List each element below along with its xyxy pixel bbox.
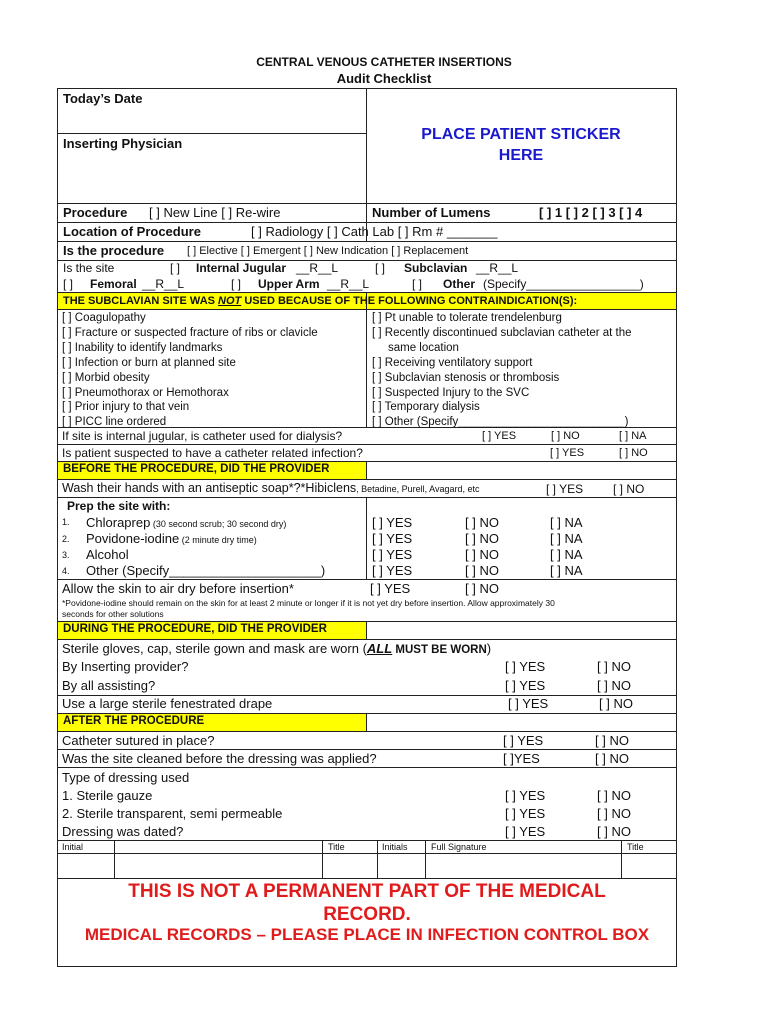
rule-prep	[57, 579, 677, 580]
rule-after	[57, 731, 677, 732]
contra-item[interactable]: [ ] Recently discontinued subclavian catheter at the	[372, 326, 632, 339]
prep-no[interactable]: [ ] NO	[465, 547, 499, 562]
prep-no[interactable]: [ ] NO	[465, 515, 499, 530]
during-question: Use a large sterile fenestrated drape	[62, 696, 273, 711]
rule-wash	[57, 497, 677, 498]
during-no[interactable]: [ ] NO	[599, 696, 633, 711]
cleaned-no[interactable]: [ ] NO	[595, 751, 629, 766]
sterile-attire-question: Sterile gloves, cap, sterile gown and mask are worn (ALL MUST BE WORN)	[62, 641, 492, 656]
prep-number: 1.	[62, 517, 70, 527]
rule-infection	[57, 461, 677, 462]
infection-yes[interactable]: [ ] YES	[550, 447, 585, 459]
upper-arm-label: Upper Arm	[258, 277, 320, 291]
wash-question: Wash their hands with an antiseptic soap*?*Hibiclens, Betadine, Purell, Avagard, etc	[62, 481, 480, 495]
subclavian-side: __R__L	[476, 261, 519, 275]
during-question: By Inserting provider?	[62, 659, 189, 674]
prep-no[interactable]: [ ] NO	[465, 531, 499, 546]
procedure-label: Procedure	[63, 205, 128, 220]
title-header: Title	[627, 842, 644, 852]
prep-number: 4.	[62, 566, 70, 576]
title-field[interactable]	[622, 854, 676, 878]
infection-control-notice: MEDICAL RECORDS – PLEASE PLACE IN INFECTION CONTROL BOX	[84, 925, 650, 944]
initials-header: Initials	[382, 842, 408, 852]
divider-prep	[366, 497, 367, 579]
transparent-yes[interactable]: [ ] YES	[505, 806, 546, 821]
divider-top	[366, 88, 367, 241]
subclavian-label: Subclavian	[404, 261, 468, 275]
rule-subclavian	[57, 309, 677, 310]
ij-side: __R__L	[296, 261, 339, 275]
air-dry-no[interactable]: [ ] NO	[465, 581, 499, 596]
divider-after	[366, 713, 367, 731]
border-left	[57, 88, 58, 967]
contraindications-left	[62, 311, 318, 430]
prep-yes[interactable]: [ ] YES	[372, 515, 413, 530]
prep-na[interactable]: [ ] NA	[550, 515, 583, 530]
subclavian-header: THE SUBCLAVIAN SITE WAS NOT USED BECAUSE OF THE FOLLOWING CONTRAINDICATION(S):	[63, 295, 578, 307]
other-site-checkbox[interactable]: [ ]	[412, 277, 423, 291]
prep-no[interactable]: [ ] NO	[465, 563, 499, 578]
upper-arm-checkbox[interactable]: [ ]	[231, 277, 242, 291]
contra-item[interactable]: [ ] Receiving ventilatory support	[372, 356, 533, 369]
dialysis-yes[interactable]: [ ] YES	[482, 430, 517, 442]
rule-sticker	[57, 203, 677, 204]
todays-date-label: Today’s Date	[63, 91, 143, 106]
during-question: By all assisting?	[62, 678, 156, 693]
contra-item-continued: same location	[372, 341, 459, 354]
footnote-line-1: *Povidone-iodine should remain on the skin for at least 2 minute or longer if it is not yet dry before insertion. Allow approximately 30	[62, 598, 555, 608]
title-header: Title	[328, 842, 345, 852]
initial-field[interactable]	[58, 854, 114, 878]
during-header: DURING THE PROCEDURE, DID THE PROVIDER	[63, 623, 327, 635]
wash-yes[interactable]: [ ] YES	[546, 482, 584, 496]
infection-question: Is patient suspected to have a catheter related infection?	[62, 446, 363, 460]
prep-label: Prep the site with:	[67, 499, 171, 513]
inserting-physician-label: Inserting Physician	[63, 136, 183, 151]
during-yes[interactable]: [ ] YES	[505, 678, 546, 693]
transparent-no[interactable]: [ ] NO	[597, 806, 631, 821]
lumens-options[interactable]: [ ] 1 [ ] 2 [ ] 3 [ ] 4	[539, 205, 643, 220]
ij-label: Internal Jugular	[196, 261, 287, 275]
dialysis-na[interactable]: [ ] NA	[619, 430, 647, 442]
dressing-type-label: Type of dressing used	[62, 770, 190, 785]
contra-item[interactable]: [ ] Prior injury to that vein	[62, 401, 190, 414]
sutured-no[interactable]: [ ] NO	[595, 733, 629, 748]
full-signature-header: Full Signature	[431, 842, 487, 852]
sutured-question: Catheter sutured in place?	[62, 733, 215, 748]
location-label: Location of Procedure	[63, 224, 201, 239]
femoral-label: Femoral	[90, 277, 137, 291]
gauze-no[interactable]: [ ] NO	[597, 788, 631, 803]
prep-na[interactable]: [ ] NA	[550, 563, 583, 578]
cleaned-yes[interactable]: [ ]YES	[503, 751, 540, 766]
subclavian-checkbox[interactable]: [ ]	[375, 261, 386, 275]
transparent-option: 2. Sterile transparent, semi permeable	[62, 806, 283, 821]
rule-top	[57, 88, 677, 89]
femoral-side: __R__L	[142, 277, 185, 291]
wash-no[interactable]: [ ] NO	[613, 482, 645, 496]
rule-during	[57, 639, 677, 640]
prep-chloraprep: Chloraprep (30 second scrub; 30 second dry)	[86, 515, 287, 530]
sterile-gauze-option: 1. Sterile gauze	[62, 788, 153, 803]
ij-checkbox[interactable]: [ ]	[170, 261, 181, 275]
sticker-line-2: HERE	[498, 147, 544, 164]
during-no[interactable]: [ ] NO	[597, 678, 631, 693]
divider-before	[366, 461, 367, 479]
contra-item[interactable]: [ ] Other (Specify__________________________)	[372, 416, 629, 429]
femoral-checkbox[interactable]: [ ]	[63, 277, 74, 291]
contra-item[interactable]: [ ] Inability to identify landmarks	[62, 341, 223, 354]
contra-item[interactable]: [ ] Infection or burn at planned site	[62, 356, 236, 369]
rule-airdry	[57, 621, 677, 622]
prep-alcohol: Alcohol	[86, 547, 129, 562]
rule-dialysis	[57, 444, 677, 445]
prep-povidone: Povidone-iodine (2 minute dry time)	[86, 531, 257, 546]
contra-item[interactable]: [ ] Pneumothorax or Hemothorax	[62, 386, 229, 399]
rule-sutured	[57, 749, 677, 750]
rule-location	[57, 241, 677, 242]
location-options[interactable]: [ ] Radiology [ ] Cath Lab [ ] Rm # _______	[251, 224, 498, 239]
contra-item[interactable]: [ ] Pt unable to tolerate trendelenburg	[372, 312, 562, 324]
upper-arm-side: __R__L	[327, 277, 370, 291]
contra-item[interactable]: [ ] Fracture or suspected fracture of ribs or clavicle	[62, 326, 318, 339]
contra-item[interactable]: [ ] Coagulopathy	[62, 312, 146, 324]
during-no[interactable]: [ ] NO	[597, 659, 631, 674]
rule-site	[57, 292, 677, 293]
border-right	[676, 88, 677, 967]
rule-procedure	[57, 222, 677, 223]
during-yes[interactable]: [ ] YES	[508, 696, 549, 711]
prep-yes[interactable]: [ ] YES	[372, 547, 413, 562]
divider-contra	[366, 292, 367, 427]
procedure-options[interactable]: [ ] New Line [ ] Re-wire	[149, 205, 281, 220]
prep-yes[interactable]: [ ] YES	[372, 563, 413, 578]
contraindications-right	[372, 311, 632, 430]
site-label: Is the site	[63, 261, 115, 275]
during-yes[interactable]: [ ] YES	[505, 659, 546, 674]
after-header: AFTER THE PROCEDURE	[63, 715, 205, 727]
prep-na[interactable]: [ ] NA	[550, 531, 583, 546]
footnote-line-2: seconds for other solutions	[62, 609, 164, 619]
contra-item[interactable]: [ ] Morbid obesity	[62, 371, 150, 384]
title-field[interactable]	[323, 854, 377, 878]
before-header: BEFORE THE PROCEDURE, DID THE PROVIDER	[63, 463, 330, 475]
rule-sig	[57, 878, 677, 879]
dated-no[interactable]: [ ] NO	[597, 824, 631, 839]
form-title: CENTRAL VENOUS CATHETER INSERTIONS	[256, 55, 512, 69]
gauze-yes[interactable]: [ ] YES	[505, 788, 546, 803]
lumens-label: Number of Lumens	[372, 205, 491, 220]
initials-field[interactable]	[378, 854, 425, 878]
air-dry-question: Allow the skin to air dry before insertion*	[62, 581, 294, 596]
rule-cleaned	[57, 767, 677, 768]
dialysis-question: If site is internal jugular, is catheter used for dialysis?	[62, 429, 343, 443]
prep-yes[interactable]: [ ] YES	[372, 531, 413, 546]
initial-header: Initial	[62, 842, 84, 852]
contra-item[interactable]: [ ] Subclavian stenosis or thrombosis	[372, 371, 560, 384]
rule-is-procedure	[57, 260, 677, 261]
form-subtitle: Audit Checklist	[336, 71, 432, 86]
dialysis-no[interactable]: [ ] NO	[551, 430, 580, 442]
sticker-line-1: PLACE PATIENT STICKER	[421, 126, 621, 143]
divider-during	[366, 621, 367, 639]
infection-no[interactable]: [ ] NO	[619, 447, 648, 459]
dated-yes[interactable]: [ ] YES	[505, 824, 546, 839]
prep-number: 3.	[62, 550, 70, 560]
prep-number: 2.	[62, 534, 70, 544]
contra-item[interactable]: [ ] Suspected Injury to the SVC	[372, 386, 530, 399]
is-procedure-label: Is the procedure	[63, 243, 165, 258]
is-procedure-options[interactable]: [ ] Elective [ ] Emergent [ ] New Indication [ ] Replacement	[187, 245, 469, 257]
cleaned-question: Was the site cleaned before the dressing was applied?	[62, 751, 377, 766]
dressing-dated-question: Dressing was dated?	[62, 824, 184, 839]
sutured-yes[interactable]: [ ] YES	[503, 733, 544, 748]
contra-item[interactable]: [ ] Temporary dialysis	[372, 401, 480, 414]
contra-item[interactable]: [ ] PICC line ordered	[62, 416, 167, 429]
prep-other[interactable]: Other (Specify_____________________)	[86, 563, 326, 578]
not-permanent-notice: THIS IS NOT A PERMANENT PART OF THE MEDICAL RECORD.	[128, 881, 606, 925]
air-dry-yes[interactable]: [ ] YES	[370, 581, 411, 596]
other-site-specify[interactable]: (Specify_________________)	[483, 277, 644, 291]
rule-drape	[57, 713, 677, 714]
name-field[interactable]	[115, 854, 322, 878]
other-site-label: Other	[443, 277, 476, 291]
rule-date	[57, 133, 366, 134]
rule-bottom	[57, 966, 677, 967]
rule-dressing	[57, 840, 677, 841]
prep-na[interactable]: [ ] NA	[550, 547, 583, 562]
rule-before	[57, 479, 677, 480]
full-signature-field[interactable]	[426, 854, 621, 878]
